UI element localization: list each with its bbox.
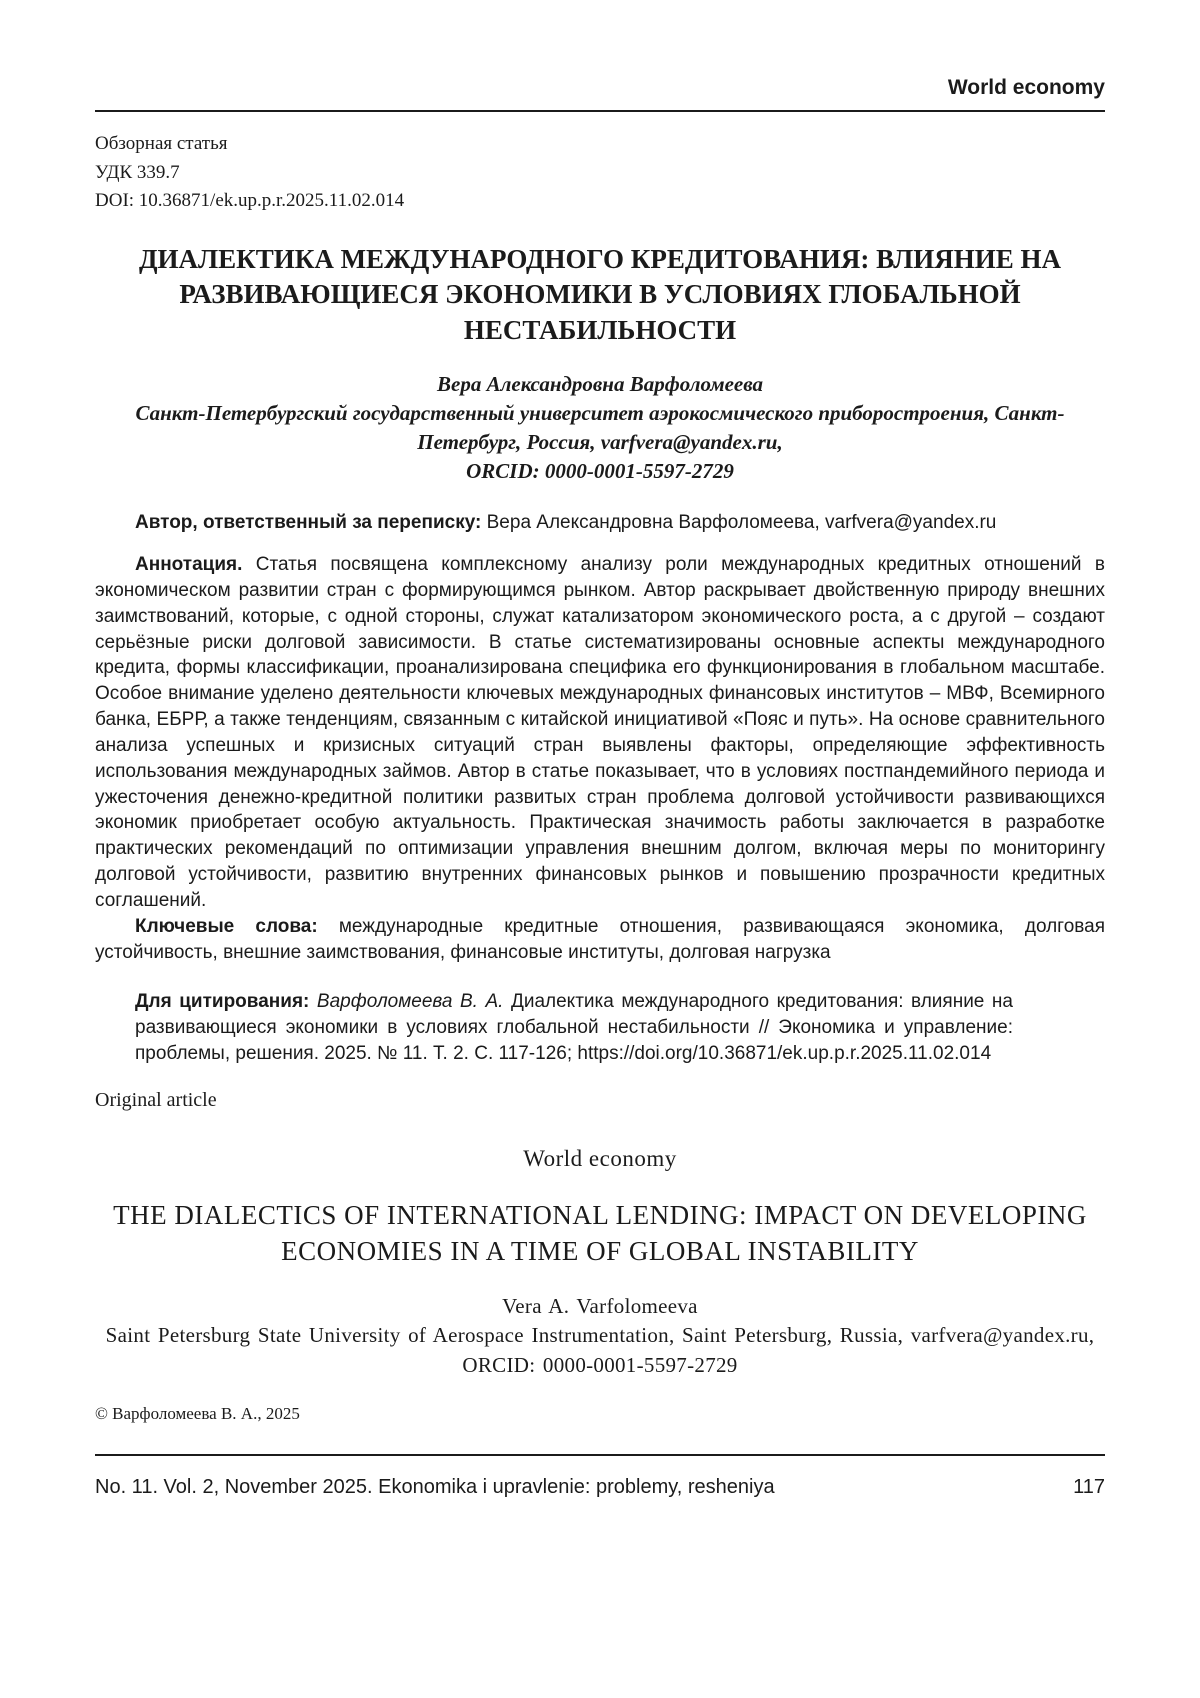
affiliation-ru: Санкт-Петербургский государственный университет аэрокосмического приборостроения, Санкт-Петербург, Россия, varfvera@yandex.ru, xyxy=(135,401,1065,455)
page-number: 117 xyxy=(1073,1476,1105,1498)
udk-code: УДК 339.7 xyxy=(95,161,180,183)
citation-label: Для цитирования: xyxy=(135,991,310,1013)
affiliation-en: Saint Petersburg State University of Aerospace Instrumentation, Saint Petersburg, Russia, varfvera@yandex.ru, ORCID: 0000-0001-5597-2729 xyxy=(105,1323,1095,1377)
article-type-en: Original article xyxy=(95,1088,217,1111)
corresponding-author-text: Вера Александровна Варфоломеева, varfvera@yandex.ru xyxy=(481,512,997,534)
abstract-text: Статья посвящена комплексному анализу роли международных кредитных отношений в экономическом развитии стран с формирующимся рынком. Автор раскрывает двойственную природу внешних заимствований, которые, с одной стороны, служат катализатором экономического роста, а с другой – создают серьёзные риски долговой зависимости. В статье систематизированы основные аспекты международного кредита, формы классификации, проанализирована специфика его функционирования в глобальном масштабе. Особое внимание уделено деятельности ключевых международных финансовых институтов – МВФ, Всемирного банка, ЕБРР, а также тенденциям, связанным с китайской инициативой «Пояс и путь». На основе сравнительного анализа успешных и кризисных ситуаций стран выявлены факторы, определяющие эффективность использования международных займов. Автор в статье показывает, что в условиях постпандемийного периода и ужесточения денежно-кредитной политики развитых стран проблема долговой устойчивости развивающихся экономик приобретает особую актуальность. Практическая значимость работы заключается в разработке практических рекомендаций по оптимизации управления внешним долгом, включая меры по мониторингу долговой устойчивости, развитию внутренних финансовых рынков и повышению прозрачности кредитных соглашений. xyxy=(95,554,1105,911)
abstract xyxy=(95,552,1105,914)
doi-code: DOI: 10.36871/ek.up.p.r.2025.11.02.014 xyxy=(95,190,405,212)
journal-info: No. 11. Vol. 2, November 2025. Ekonomika i upravlenie: problemy, resheniya xyxy=(95,1476,775,1498)
keywords-label: Ключевые слова: xyxy=(135,915,318,937)
section-title-en: World economy xyxy=(523,1145,677,1171)
abstract-label: Аннотация. xyxy=(135,554,243,576)
corresponding-author-label: Автор, ответственный за переписку: xyxy=(135,512,482,534)
author-block-ru xyxy=(95,370,1105,486)
author-name-en: Vera A. Varfolomeeva xyxy=(502,1293,698,1318)
orcid-ru: ORCID: 0000-0001-5597-2729 xyxy=(466,459,734,484)
keywords xyxy=(95,914,1105,966)
author-block-en xyxy=(95,1292,1105,1380)
citation xyxy=(95,989,1105,1066)
citation-author: Варфоломеева В. А. xyxy=(309,991,504,1013)
article-title-en: THE DIALECTICS OF INTERNATIONAL LENDING: IMPACT ON DEVELOPING ECONOMIES IN A TIME OF GLOBAL INSTABILITY xyxy=(113,1199,1087,1266)
copyright-notice: © Варфоломеева В. А., 2025 xyxy=(95,1404,300,1423)
keywords-text: международные кредитные отношения, развивающаяся экономика, долговая устойчивость, внешние заимствования, финансовые институты, долговая нагрузка xyxy=(95,915,1105,963)
citation-text: Диалектика международного кредитования: влияние на развивающиеся экономики в условиях глобальной нестабильности // Экономика и управление: проблемы, решения. 2025. № 11. Т. 2. С. 117-126; https://doi.org/10.36871/ek.up.p.r.2025.11.02.014 xyxy=(135,991,1013,1065)
header-rule xyxy=(95,110,1105,112)
article-title-ru: ДИАЛЕКТИКА МЕЖДУНАРОДНОГО КРЕДИТОВАНИЯ: ВЛИЯНИЕ НА РАЗВИВАЮЩИЕСЯ ЭКОНОМИКИ В УСЛОВИЯХ ГЛОБАЛЬНОЙ НЕСТАБИЛЬНОСТИ xyxy=(138,243,1062,345)
author-name-ru: Вера Александровна Варфоломеева xyxy=(437,372,763,397)
corresponding-author xyxy=(95,510,1105,536)
page-footer xyxy=(95,1454,1105,1499)
running-head: World economy xyxy=(947,76,1105,99)
article-type-ru: Обзорная статья xyxy=(95,133,228,155)
article-meta xyxy=(95,130,1105,216)
